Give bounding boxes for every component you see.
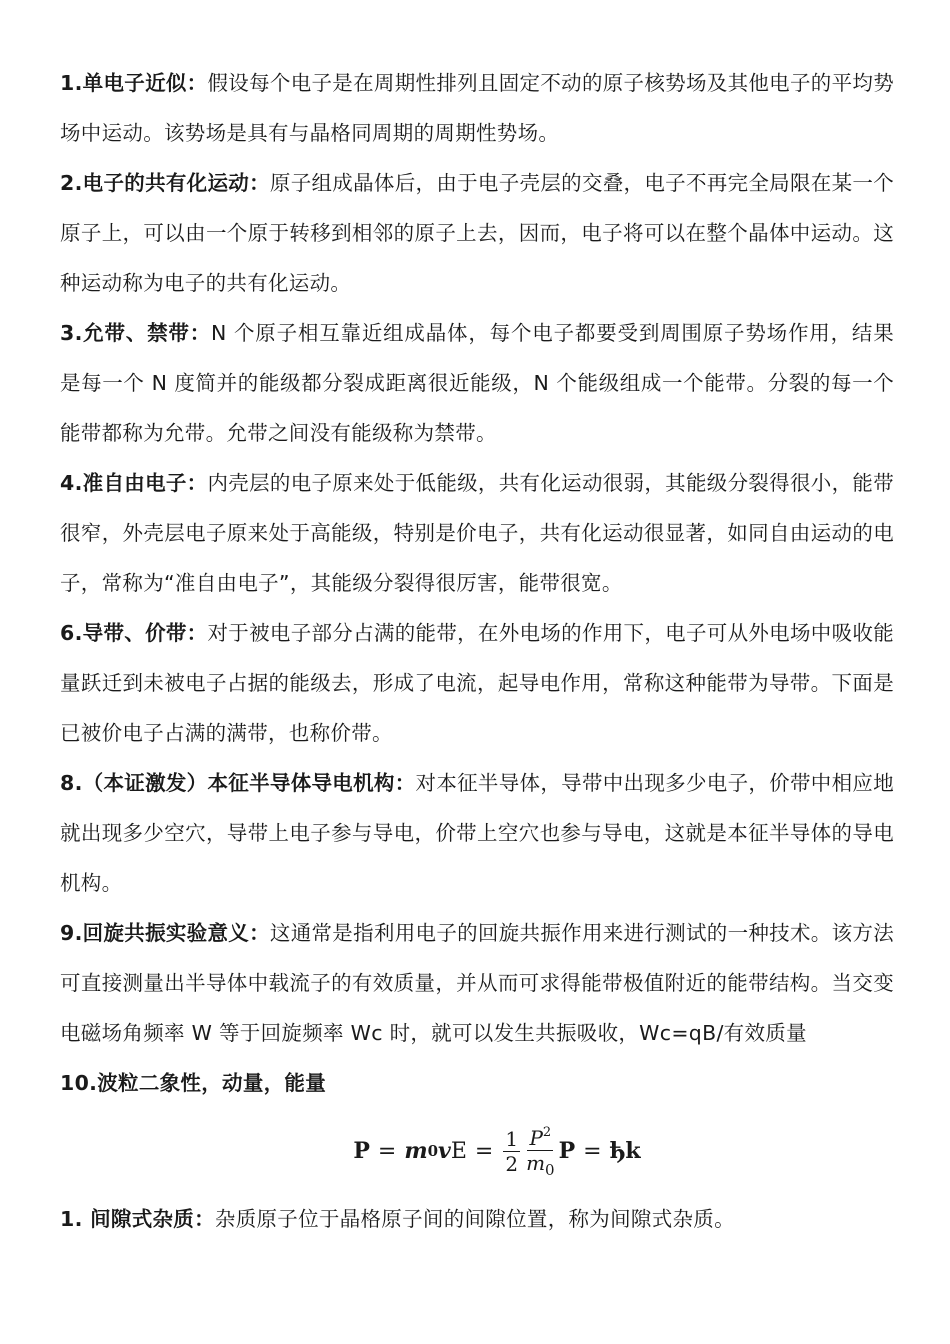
item-4: [60, 458, 894, 608]
document-page: [60, 58, 894, 1244]
formula-p2-exp: 2: [542, 1124, 552, 1140]
formula-eq-3: =: [583, 1138, 602, 1164]
item-1-term: 1.单电子近似：: [60, 71, 208, 95]
formula-p2-over-m0: [524, 1121, 557, 1182]
item-10-term: 10.波粒二象性，动量，能量: [60, 1071, 327, 1095]
item-9-text: 这通常是指利用电子的回旋共振作用来进行测试的一种技术。该方法可直接测量出半导体中载流子的有效质量，并从而可求得能带极值附近的能带结构。当交变电磁场角频率 W 等于回旋频率 Wc 时，就可以发生共振吸收，Wc=qB/有效质量: [60, 921, 894, 1045]
formula-m-den-sub: 0: [545, 1160, 555, 1179]
interstitial-impurity-item: [60, 1194, 894, 1244]
formula-e: E: [450, 1138, 467, 1164]
item-3-term: 3.允带、禁带：: [60, 321, 212, 345]
item-2-text: 原子组成晶体后，由于电子壳层的交叠，电子不再完全局限在某一个原子上，可以由一个原于转移到相邻的原子上去，因而，电子将可以在整个晶体中运动。这种运动称为电子的共有化运动。: [60, 171, 894, 295]
formula-eq-2: =: [474, 1138, 494, 1164]
formula-m-den: m: [526, 1150, 546, 1175]
item-8: [60, 758, 894, 908]
interstitial-impurity-term: 1. 间隙式杂质：: [60, 1207, 215, 1231]
item-8-text: 对本征半导体，导带中出现多少电子，价带中相应地就出现多少空穴，导带上电子参与导电，价带上空穴也参与导电，这就是本征半导体的导电机构。: [60, 771, 894, 895]
formula-p: P: [353, 1138, 370, 1164]
momentum-energy-formula: [100, 1108, 894, 1194]
formula-m: m: [404, 1138, 428, 1164]
formula-p-2: P: [558, 1138, 576, 1164]
item-3-text: N 个原子相互靠近组成晶体，每个电子都要受到周围原子势场作用，结果是每一个 N 度简并的能级都分裂成距离很近能级，N 个能级组成一个能带。分裂的每一个能带都称为允带。允带之间没有能级称为禁带。: [60, 321, 895, 445]
interstitial-impurity-text: 杂质原子位于晶格原子间的间隙位置，称为间隙式杂质。: [214, 1207, 735, 1231]
item-6-text: 对于被电子部分占满的能带，在外电场的作用下，电子可从外电场中吸收能量跃迁到未被电子占据的能级去，形成了电流，起导电作用，常称这种能带为导带。下面是已被价电子占满的满带，也称价带。: [60, 621, 894, 745]
item-4-text: 内壳层的电子原来处于低能级，共有化运动很弱，其能级分裂得很小，能带很窄，外壳层电子原来处于高能级，特别是价电子，共有化运动很显著，如同自由运动的电子，常称为“准自由电子”，其能级分裂得很厉害，能带很宽。: [60, 471, 894, 595]
formula-half-den: 2: [505, 1151, 519, 1176]
item-2: [60, 158, 894, 308]
formula-fraction-group: [501, 1121, 558, 1182]
item-6-term: 6.导带、价带：: [60, 621, 208, 645]
item-8-term: 8.（本证激发）本征半导体导电机构：: [60, 771, 416, 795]
item-2-term: 2.电子的共有化运动：: [60, 171, 270, 195]
item-1: [60, 58, 894, 158]
item-9: [60, 908, 894, 1058]
formula-eq-1: =: [377, 1138, 397, 1164]
item-1-text: 假设每个电子是在周期性排列且固定不动的原子核势场及其他电子的平均势场中运动。该势场是具有与晶格同周期的周期性势场。: [60, 71, 894, 145]
item-6: [60, 608, 894, 758]
item-3: [60, 308, 894, 458]
formula-m-sub: 0: [427, 1142, 439, 1160]
formula-half-num: 1: [505, 1126, 519, 1151]
formula-m0-den: [524, 1151, 557, 1182]
item-9-term: 9.回旋共振实验意义：: [60, 921, 270, 945]
formula-v: v: [438, 1138, 451, 1164]
formula-p2: P: [529, 1125, 543, 1150]
item-4-term: 4.准自由电子：: [60, 471, 208, 495]
formula-p2-num: [527, 1121, 553, 1151]
formula-hbar: ђ: [609, 1138, 626, 1164]
item-10: [60, 1058, 894, 1108]
formula-half: [503, 1127, 520, 1176]
formula-k: k: [625, 1138, 641, 1164]
